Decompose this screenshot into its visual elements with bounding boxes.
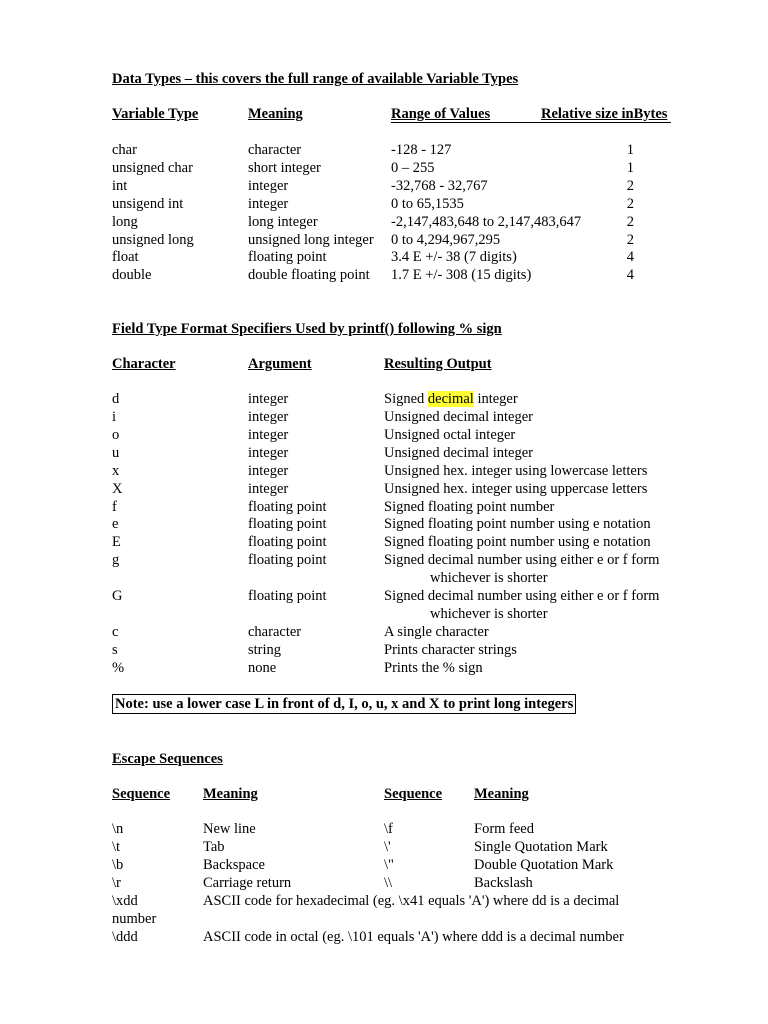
char-cell: %	[112, 660, 125, 676]
note-box: Note: use a lower case L in front of d, I, o, u, x and X to print long integers	[112, 694, 576, 714]
meaning-cell: double floating point	[248, 267, 370, 283]
output-cell: Prints the % sign	[384, 660, 483, 676]
arg-cell: none	[248, 660, 277, 676]
size-cell: 4	[626, 249, 634, 265]
output-cell: A single character	[384, 624, 489, 640]
char-cell: u	[112, 445, 120, 461]
types-header-type: Variable Type	[112, 106, 199, 122]
type-cell: long	[112, 214, 138, 230]
char-cell: f	[112, 499, 117, 515]
output-cell: Prints character strings	[384, 642, 517, 658]
char-cell: G	[112, 588, 123, 604]
size-cell: 2	[626, 232, 634, 248]
output-cell: Signed decimal number using either e or f form	[384, 552, 660, 568]
arg-cell: floating point	[248, 588, 327, 604]
arg-cell: floating point	[248, 534, 327, 550]
size-cell: 1	[626, 160, 634, 176]
range-cell: 0 – 255	[391, 160, 435, 176]
seq-cell: \r	[112, 875, 121, 891]
types-header-size: Relative size inBytes	[541, 106, 668, 122]
output-cell-continued: whichever is shorter	[430, 570, 548, 586]
range-cell: -32,768 - 32,767	[391, 178, 488, 194]
output-cell-continued: whichever is shorter	[430, 606, 548, 622]
range-cell: 1.7 E +/- 308 (15 digits)	[391, 267, 532, 283]
arg-cell: floating point	[248, 516, 327, 532]
char-cell: X	[112, 481, 123, 497]
format-header-arg: Argument	[248, 356, 312, 372]
type-cell: char	[112, 142, 137, 158]
output-cell: Unsigned decimal integer	[384, 445, 533, 461]
char-cell: s	[112, 642, 118, 658]
seq-meaning-cell: ASCII code in octal (eg. \101 equals 'A') where ddd is a decimal number	[203, 929, 624, 945]
seq-cell: \n	[112, 821, 124, 837]
type-cell: float	[112, 249, 139, 265]
header-divider	[391, 122, 671, 123]
escape-header-seq: Sequence	[112, 786, 170, 802]
output-cell: Unsigned hex. integer using uppercase letters	[384, 481, 648, 497]
types-header-range: Range of Values	[391, 106, 491, 122]
escape-header-meaning: Meaning	[203, 786, 258, 802]
output-cell: Signed floating point number	[384, 499, 555, 515]
meaning-cell: unsigned long integer	[248, 232, 374, 248]
seq-meaning-cell: Backspace	[203, 857, 265, 873]
escape-header-meaning2: Meaning	[474, 786, 529, 802]
page-title: Data Types – this covers the full range of available Variable Types	[112, 71, 519, 87]
seq-cell: \xdd	[112, 893, 138, 909]
seq-meaning-cell: Form feed	[474, 821, 534, 837]
output-cell: Unsigned decimal integer	[384, 409, 533, 425]
output-cell: Unsigned octal integer	[384, 427, 516, 443]
escape-title: Escape Sequences	[112, 751, 223, 767]
seq-meaning-cell: ASCII code for hexadecimal (eg. \x41 equals 'A') where dd is a decimal	[203, 893, 620, 909]
seq-cell: \b	[112, 857, 124, 873]
char-cell: e	[112, 516, 119, 532]
highlighted-word: decimal	[427, 391, 474, 407]
type-cell: unsigned char	[112, 160, 193, 176]
meaning-cell: floating point	[248, 249, 327, 265]
seq-meaning-cell: Tab	[203, 839, 225, 855]
range-cell: -128 - 127	[391, 142, 452, 158]
arg-cell: string	[248, 642, 282, 658]
arg-cell: floating point	[248, 552, 327, 568]
output-cell: Signed floating point number using e notation	[384, 534, 651, 550]
arg-cell: integer	[248, 445, 289, 461]
meaning-cell: integer	[248, 178, 289, 194]
meaning-cell: long integer	[248, 214, 318, 230]
char-cell: g	[112, 552, 120, 568]
format-header-char: Character	[112, 356, 176, 372]
format-header-output: Resulting Output	[384, 356, 492, 372]
arg-cell: integer	[248, 391, 289, 407]
seq-cell: \ddd	[112, 929, 138, 945]
size-cell: 2	[626, 214, 634, 230]
seq-meaning-continued: number	[112, 911, 157, 927]
range-cell: -2,147,483,648 to 2,147,483,647	[391, 214, 582, 230]
seq-cell: \"	[384, 857, 394, 873]
output-pre: Signed	[384, 391, 428, 407]
char-cell: E	[112, 534, 121, 550]
type-cell: unsigend int	[112, 196, 184, 212]
type-cell: double	[112, 267, 152, 283]
arg-cell: character	[248, 624, 302, 640]
meaning-cell: short integer	[248, 160, 321, 176]
type-cell: int	[112, 178, 128, 194]
types-header-meaning: Meaning	[248, 106, 303, 122]
seq-cell: \'	[384, 839, 391, 855]
escape-header-seq2: Sequence	[384, 786, 442, 802]
char-cell: x	[112, 463, 120, 479]
size-cell: 2	[626, 196, 634, 212]
range-cell: 0 to 65,1535	[391, 196, 464, 212]
arg-cell: integer	[248, 409, 289, 425]
seq-cell: \t	[112, 839, 121, 855]
seq-meaning-cell: Double Quotation Mark	[474, 857, 614, 873]
output-cell	[384, 390, 518, 408]
meaning-cell: character	[248, 142, 302, 158]
arg-cell: floating point	[248, 499, 327, 515]
seq-meaning-cell: Carriage return	[203, 875, 292, 891]
char-cell: o	[112, 427, 120, 443]
arg-cell: integer	[248, 481, 289, 497]
seq-cell: \f	[384, 821, 393, 837]
char-cell: c	[112, 624, 119, 640]
output-post: integer	[473, 391, 518, 407]
output-cell: Signed decimal number using either e or f form	[384, 588, 660, 604]
seq-cell: \\	[384, 875, 393, 891]
type-cell: unsigned long	[112, 232, 194, 248]
size-cell: 2	[626, 178, 634, 194]
output-cell: Unsigned hex. integer using lowercase letters	[384, 463, 648, 479]
meaning-cell: integer	[248, 196, 289, 212]
arg-cell: integer	[248, 427, 289, 443]
range-cell: 3.4 E +/- 38 (7 digits)	[391, 249, 517, 265]
output-cell: Signed floating point number using e notation	[384, 516, 651, 532]
seq-meaning-cell: Backslash	[474, 875, 533, 891]
range-cell: 0 to 4,294,967,295	[391, 232, 501, 248]
seq-meaning-cell: New line	[203, 821, 256, 837]
arg-cell: integer	[248, 463, 289, 479]
seq-meaning-cell: Single Quotation Mark	[474, 839, 608, 855]
format-title: Field Type Format Specifiers Used by printf() following % sign	[112, 321, 502, 337]
size-cell: 1	[626, 142, 634, 158]
char-cell: i	[112, 409, 117, 425]
char-cell: d	[112, 391, 120, 407]
size-cell: 4	[626, 267, 634, 283]
